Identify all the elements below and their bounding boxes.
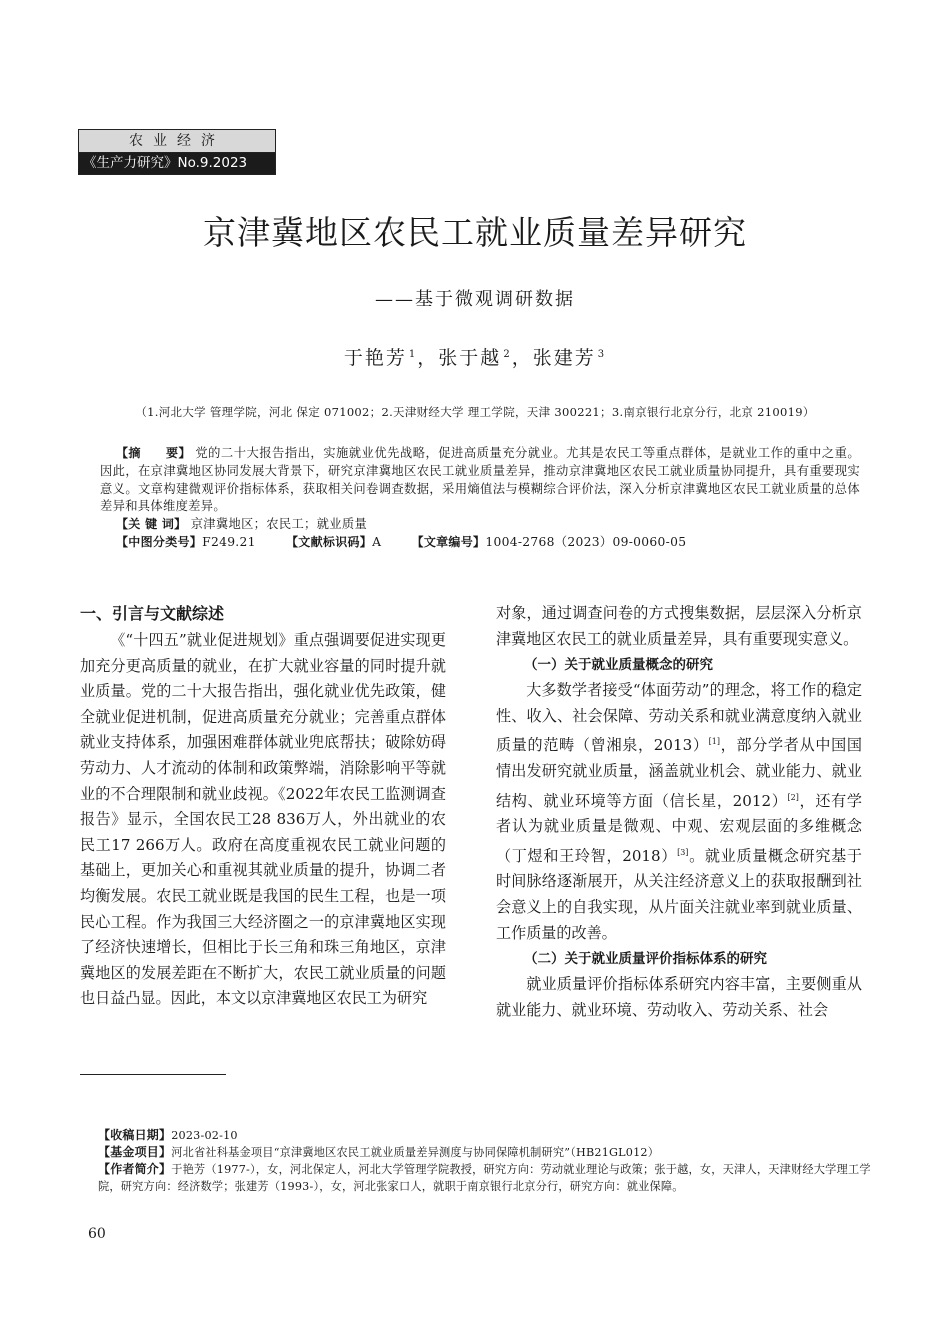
author-name: 张建芳: [532, 347, 596, 369]
subsection-heading: （二）关于就业质量评价指标体系的研究: [524, 951, 767, 968]
citation-ref: [3]: [677, 847, 689, 857]
paper-title: 京津冀地区农民工就业质量差异研究: [203, 213, 747, 252]
clc-label: 【中图分类号】: [116, 534, 203, 549]
author-bio: 【作者简介】于艳芳（1977-），女，河北保定人，河北大学管理学院教授，研究方向：劳动就业理论与政策；张于越，女，天津人，天津财经大学理工学院，研究方向：经济数学；张建芳（1993-），女，河北张家口人，就职于南京银行北京分行，研究方向：就业保障。: [98, 1162, 871, 1193]
page-number: 60: [88, 1226, 106, 1242]
abstract: [100, 445, 860, 516]
received-date: 【收稿日期】2023-02-10: [98, 1128, 238, 1142]
author-affil-mark: 1: [408, 349, 418, 360]
paragraph-continued: 对象，通过调查问卷的方式搜集数据，层层深入分析京津冀地区农民工的就业质量差异，具有重要现实意义。: [496, 604, 862, 648]
subsection-heading: （一）关于就业质量概念的研究: [524, 657, 713, 674]
doc-code-value: A: [372, 534, 382, 549]
author-name: 于艳芳: [343, 347, 407, 369]
footnote-divider: [80, 1074, 226, 1075]
journal-header: [78, 129, 276, 175]
citation-ref: [2]: [787, 792, 799, 802]
author-affil-mark: 3: [597, 349, 607, 360]
paragraph: 大多数学者接受“体面劳动”的理念，将工作的稳定性、收入、社会保障、劳动关系和就业满意度纳入就业质量的范畴（曾湘泉，2013）[1]，部分学者从中国国情出发研究就业质量，涵盖就业机会、就业能力、就业结构、就业环境等方面（信长星，2012）[2]，还有学者认为就业质量是微观、中观、宏观层面的多维概念（丁煜和王玲智，2018）[3]。就业质量概念研究基于时间脉络逐渐展开，从关注经济意义上的获取报酬到社会意义上的自我实现，从片面关注就业率到就业质量、工作质量的改善。: [496, 681, 862, 942]
article-number-label: 【文章编号】: [411, 534, 486, 549]
paper-subtitle: ——基于微观调研数据: [375, 289, 575, 310]
fund-project: 【基金项目】河北省社科基金项目“京津冀地区农民工就业质量差异测度与协同保障机制研究”（HB21GL012）: [98, 1145, 660, 1159]
keywords-label: 【关 键 词】: [116, 517, 187, 532]
paragraph: 就业质量评价指标体系研究内容丰富，主要侧重从就业能力、就业环境、劳动收入、劳动关系、社会: [496, 975, 862, 1019]
author-name: 张于越: [438, 347, 502, 369]
section-heading: 一、引言与文献综述: [80, 604, 225, 623]
keywords-text: 京津冀地区；农民工；就业质量: [190, 517, 368, 532]
abstract-text: 党的二十大报告指出，实施就业优先战略，促进高质量充分就业。尤其是农民工等重点群体，是就业工作的重中之重。因此，在京津冀地区协同发展大背景下，研究京津冀地区农民工就业质量差异，推动京津冀地区农民工就业质量协同提升，具有重要现实意义。文章构建微观评价指标体系，获取相关问卷调查数据，采用熵值法与模糊综合评价法，深入分析京津冀地区农民工就业质量的总体差异和具体维度差异。: [100, 446, 860, 514]
author-list: 于艳芳 $^1$，张于越 $^2$，张建芳 $^3$: [343, 347, 607, 369]
journal-issue: 《生产力研究》No.9.2023: [78, 153, 276, 175]
author-affil-mark: 2: [503, 349, 512, 360]
classification-line: [100, 534, 860, 552]
footnotes: [80, 1127, 875, 1195]
clc-value: F249.21: [202, 534, 256, 549]
abstract-label: 【摘 要】: [116, 446, 191, 460]
section-label: 农业经济: [78, 129, 276, 153]
body-column-right: [496, 601, 862, 1023]
doc-code-label: 【文献标识码】: [286, 534, 373, 549]
citation-ref: [1]: [708, 737, 720, 747]
article-number-value: 1004-2768（2023）09-0060-05: [485, 534, 687, 549]
keywords: [100, 516, 860, 534]
affiliations: （1.河北大学 管理学院，河北 保定 071002；2.天津财经大学 理工学院，天津 300221；3.南京银行北京分行，北京 210019）: [135, 405, 815, 419]
paragraph: 《“十四五”就业促进规划》重点强调要促进实现更加充分更高质量的就业，在扩大就业容量的同时提升就业质量。党的二十大报告指出，强化就业优先政策，健全就业促进机制，促进高质量充分就业；完善重点群体就业支持体系，加强困难群体就业兜底帮扶；破除妨碍劳动力、人才流动的体制和政策弊端，消除影响平等就业的不合理限制和就业歧视。《2022年农民工监测调查报告》显示，全国农民工28 836万人，外出就业的农民工17 266万人。政府在高度重视农民工就业问题的基础上，更加关心和重视其就业质量的提升，协调二者均衡发展。农民工就业既是我国的民生工程，也是一项民心工程。作为我国三大经济圈之一的京津冀地区实现了经济快速增长，但相比于长三角和珠三角地区，京津冀地区的发展差距在不断扩大，农民工就业质量的问题也日益凸显。因此，本文以京津冀地区农民工为研究: [80, 631, 446, 1008]
abstract-block: [100, 445, 860, 552]
body-column-left: [80, 601, 446, 1012]
